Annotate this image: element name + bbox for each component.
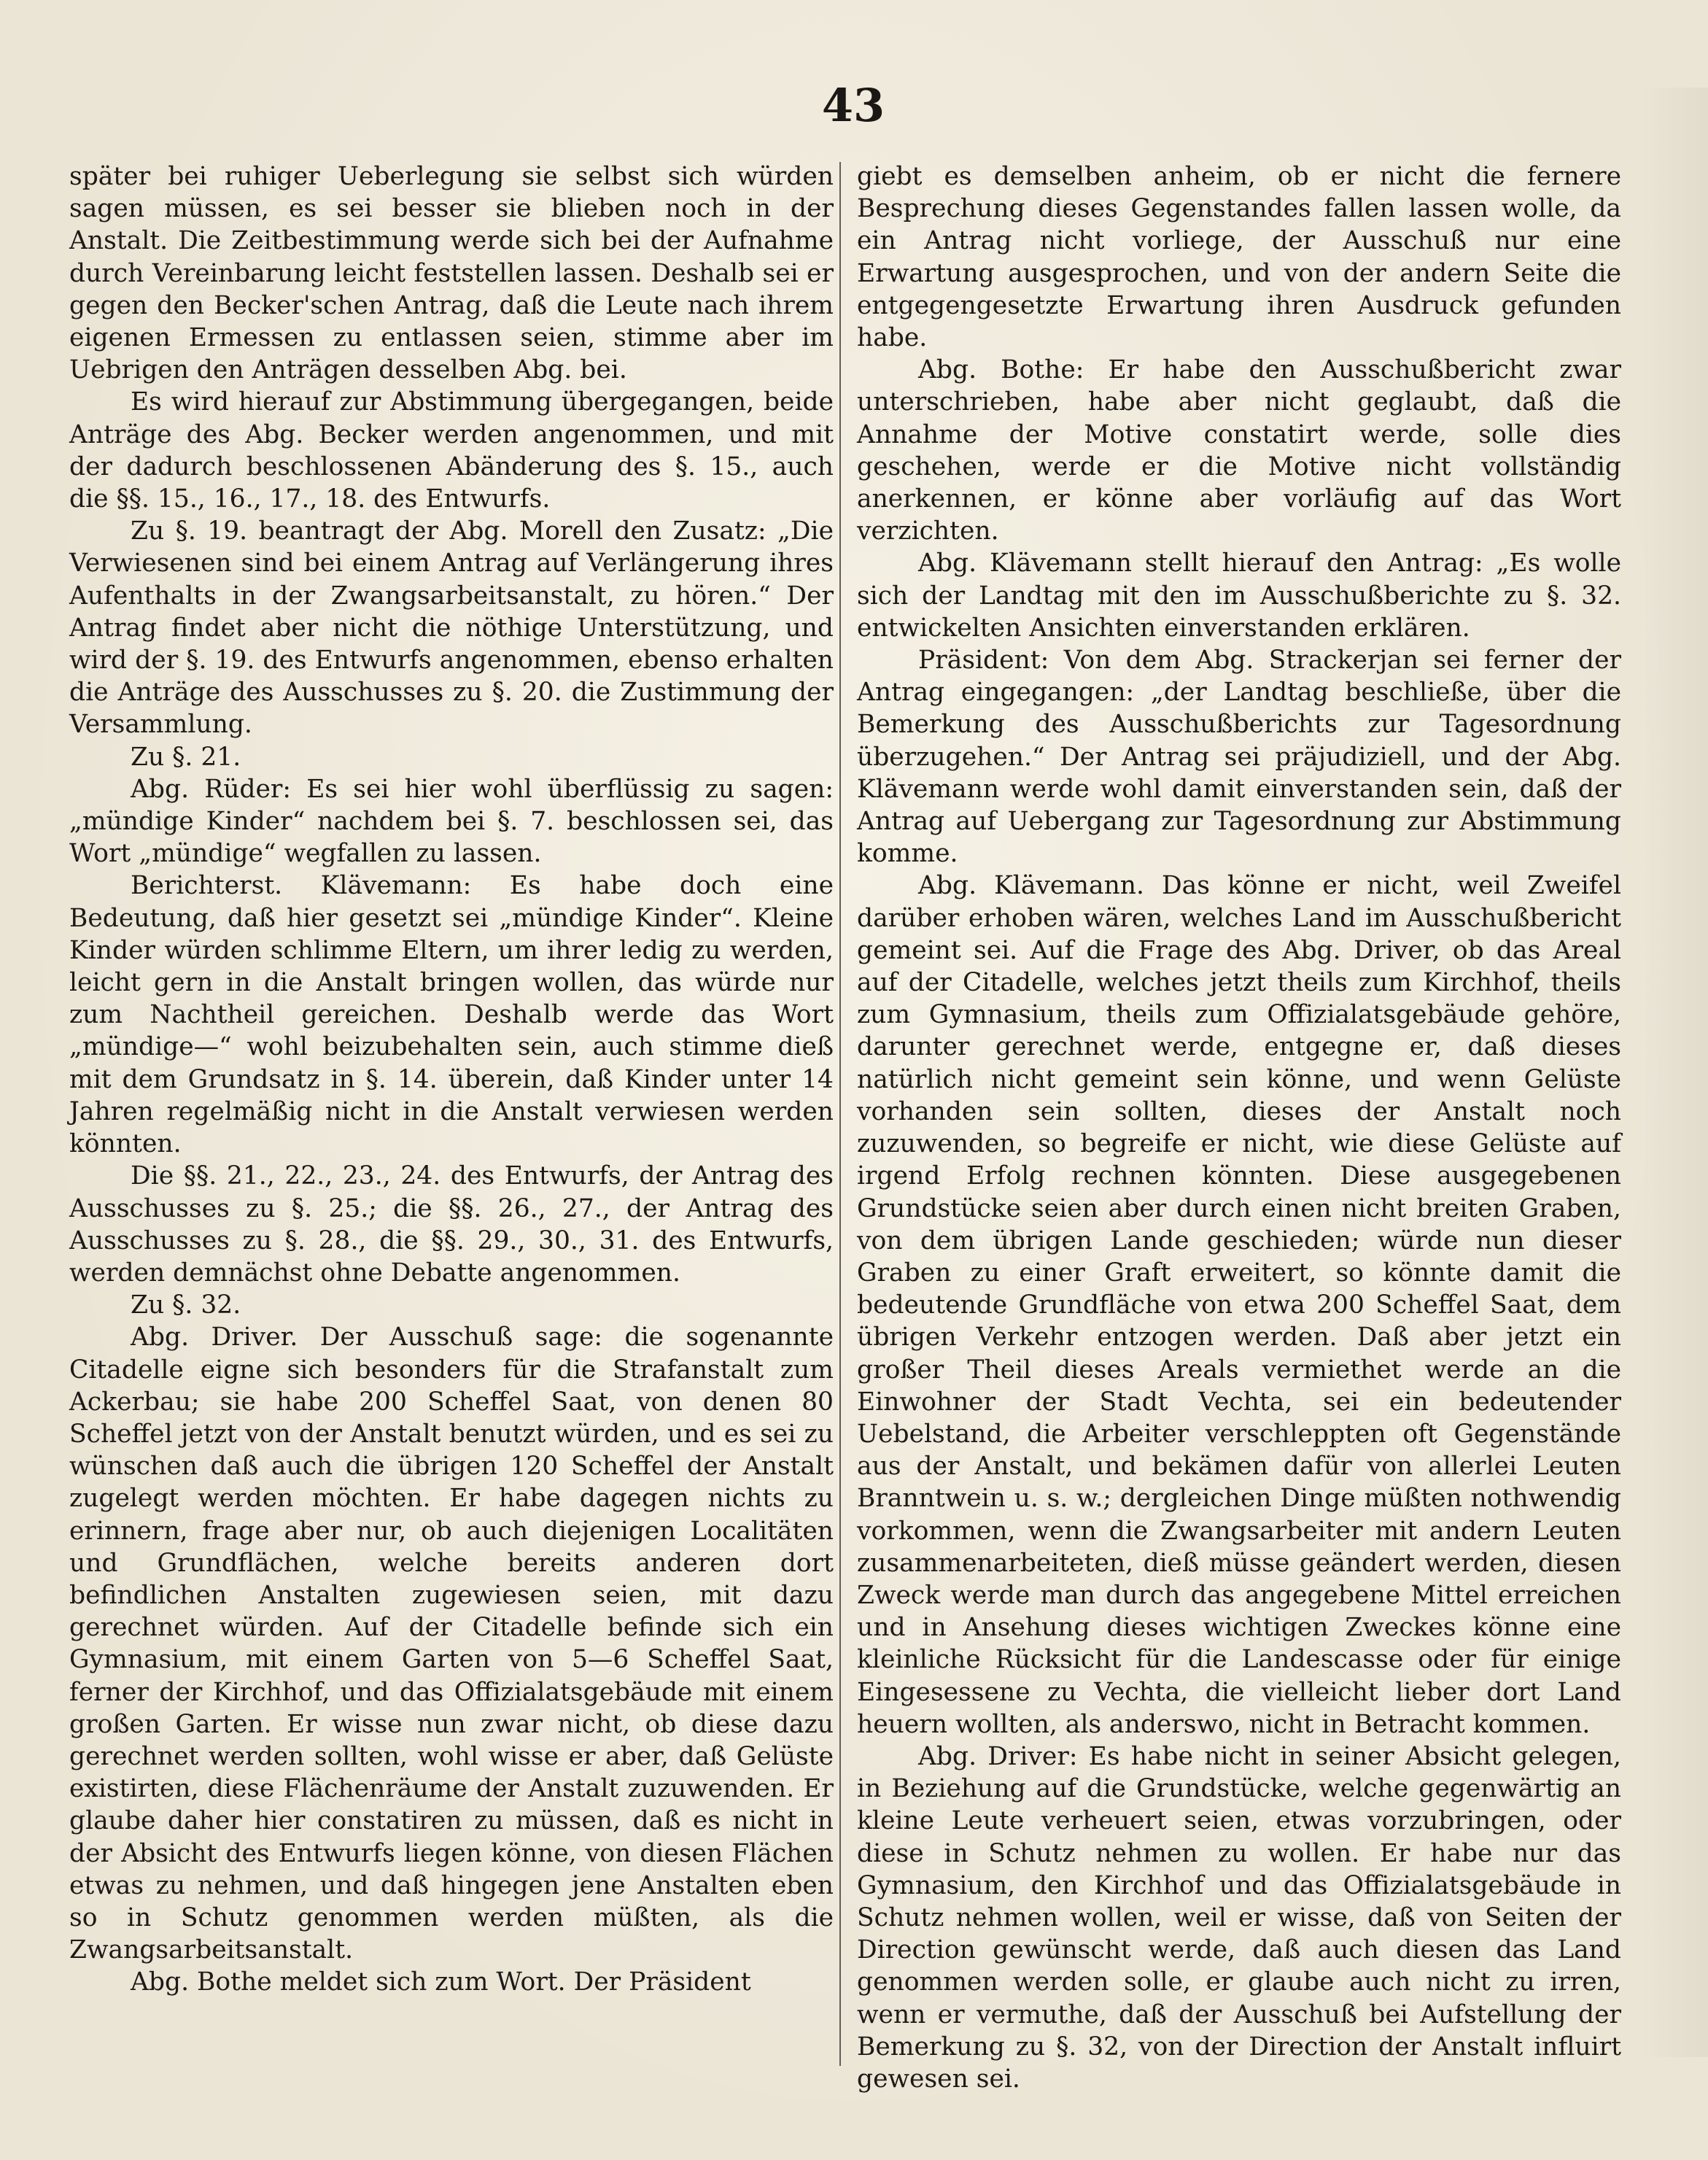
paragraph: Es wird hierauf zur Abstimmung übergegangen, beide Anträge des Abg. Becker werden angenommen, und mit der dadurch beschlossenen Abänderung des §. 15., auch die §§. 15., 16., 17., 18. des Entwurfs.	[69, 387, 834, 514]
paragraph: Abg. Klävemann. Das könne er nicht, weil Zweifel darüber erhoben wären, welches Land im Ausschußbericht gemeint sei. Auf die Frage des Abg. Driver, ob das Areal auf der Citadelle, welches jetzt theils zum Kirchhof, theils zum Gymnasium, theils zum Offizialatsgebäude gehöre, darunter gerechnet werde, entgegne er, daß dieses natürlich nicht gemeint sein könne, und wenn Gelüste vorhanden sein sollten, dieses der Anstalt noch zuzuwenden, so begreife er nicht, wie diese Gelüste auf irgend Erfolg rechnen könnten. Diese ausgegebenen Grundstücke seien aber durch einen nicht breiten Graben, von dem übrigen Lande geschieden; würde nun dieser Graben zu einer Graft erweitert, so könnte damit die bedeutende Grundfläche von etwa 200 Scheffel Saat, dem übrigen Verkehr entzogen werden. Daß aber jetzt ein großer Theil dieses Areals vermiethet werde an die Einwohner der Stadt Vechta, sei ein bedeutender Uebelstand, die Arbeiter verschleppten oft Gegenstände aus der Anstalt, und bekämen dafür von allerlei Leuten Branntwein u. s. w.; dergleichen Dinge müßten nothwendig vorkommen, wenn die Zwangsarbeiter mit andern Leuten zusammenarbeiteten, dieß müsse geändert werden, diesen Zweck werde man durch das angegebene Mittel erreichen und in Ansehung dieses wichtigen Zweckes könne eine kleinliche Rücksicht für die Landescasse oder für einige Eingesessene zu Vechta, die vielleicht lieber dort Land heuern wollten, als anderswo, nicht in Betracht kommen.	[857, 871, 1621, 1739]
paragraph: giebt es demselben anheim, ob er nicht die fernere Besprechung dieses Gegenstandes fallen lassen wolle, da ein Antrag nicht vorliege, der Ausschuß nur eine Erwartung ausgesprochen, und von der andern Seite die entgegengesetzte Erwartung ihren Ausdruck gefunden habe.	[857, 162, 1621, 353]
paragraph: später bei ruhiger Ueberlegung sie selbst sich würden sagen müssen, es sei besser sie blieben noch in der Anstalt. Die Zeitbestimmung werde sich bei der Aufnahme durch Vereinbarung leicht feststellen lassen. Deshalb sei er gegen den Becker'schen Antrag, daß die Leute nach ihrem eigenen Ermessen zu entlassen seien, stimme aber im Uebrigen den Anträgen desselben Abg. bei.	[69, 162, 834, 385]
left-column	[69, 160, 834, 1999]
page-number: 43	[821, 79, 885, 132]
paragraph: Abg. Klävemann stellt hierauf den Antrag: „Es wolle sich der Landtag mit den im Ausschußberichte zu §. 32. entwickelten Ansichten einverstanden erklären.	[857, 549, 1621, 643]
paragraph: Berichterst. Klävemann: Es habe doch eine Bedeutung, daß hier gesetzt sei „mündige Kinder“. Kleine Kinder würden schlimme Eltern, um ihrer ledig zu werden, leicht gern in die Anstalt bringen wollen, das würde nur zum Nachtheil gereichen. Deshalb werde das Wort „mündige—“ wohl beizubehalten sein, auch stimme dieß mit dem Grundsatz in §. 14. überein, daß Kinder unter 14 Jahren regelmäßig nicht in die Anstalt verwiesen werden könnten.	[69, 871, 834, 1159]
paragraph: Abg. Rüder: Es sei hier wohl überflüssig zu sagen: „mündige Kinder“ nachdem bei §. 7. beschlossen sei, das Wort „mündige“ wegfallen zu lassen.	[69, 774, 834, 869]
paragraph: Abg. Driver. Der Ausschuß sage: die sogenannte Citadelle eigne sich besonders für die Strafanstalt zum Ackerbau; sie habe 200 Scheffel Saat, von denen 80 Scheffel jetzt von der Anstalt benutzt würden, und es sei zu wünschen daß auch die übrigen 120 Scheffel der Anstalt zugelegt werden möchten. Er habe dagegen nichts zu erinnern, frage aber nur, ob auch diejenigen Localitäten und Grundflächen, welche bereits anderen dort befindlichen Anstalten zugewiesen seien, mit dazu gerechnet würden. Auf der Citadelle befinde sich ein Gymnasium, mit einem Garten von 5—6 Scheffel Saat, ferner der Kirchhof, und das Offizialatsgebäude mit einem großen Garten. Er wisse nun zwar nicht, ob diese dazu gerechnet werden sollten, wohl wisse er aber, daß Gelüste existirten, diese Flächenräume der Anstalt zuzuwenden. Er glaube daher hier constatiren zu müssen, daß es nicht in der Absicht des Entwurfs liegen könne, von diesen Flächen etwas zu nehmen, und daß hingegen jene Anstalten eben so in Schutz genommen werden müßten, als die Zwangsarbeitsanstalt.	[69, 1323, 834, 1965]
page-edge-shadow	[1642, 88, 1708, 2057]
paragraph: Zu §. 32.	[131, 1290, 241, 1320]
paragraph: Die §§. 21., 22., 23., 24. des Entwurfs, der Antrag des Ausschusses zu §. 25.; die §§. 26., 27., der Antrag des Ausschusses zu §. 28., die §§. 29., 30., 31. des Entwurfs, werden demnächst ohne Debatte angenommen.	[69, 1161, 834, 1288]
paragraph: Zu §. 21.	[131, 742, 241, 772]
right-column	[857, 160, 1621, 2095]
paragraph: Abg. Bothe meldet sich zum Wort. Der Präsident	[131, 1967, 751, 1997]
paragraph: Präsident: Von dem Abg. Strackerjan sei ferner der Antrag eingegangen: „der Landtag beschließe, über die Bemerkung des Ausschußberichts zur Tagesordnung überzugehen.“ Der Antrag sei präjudiziell, und der Abg. Klävemann werde wohl damit einverstanden sein, daß der Antrag auf Uebergang zur Tagesordnung zur Abstimmung komme.	[857, 646, 1621, 869]
column-divider	[839, 162, 841, 2066]
paragraph: Zu §. 19. beantragt der Abg. Morell den Zusatz: „Die Verwiesenen sind bei einem Antrag auf Verlängerung ihres Aufenthalts in der Zwangsarbeitsanstalt, zu hören.“ Der Antrag findet aber nicht die nöthige Unterstützung, und wird der §. 19. des Entwurfs angenommen, ebenso erhalten die Anträge des Ausschusses zu §. 20. die Zustimmung der Versammlung.	[69, 516, 834, 740]
paragraph: Abg. Driver: Es habe nicht in seiner Absicht gelegen, in Beziehung auf die Grundstücke, welche gegenwärtig an kleine Leute verheuert seien, etwas vorzubringen, oder diese in Schutz nehmen zu wollen. Er habe nur das Gymnasium, den Kirchhof und das Offizialatsgebäude in Schutz nehmen wollen, weil er wisse, daß von Seiten der Direction gewünscht werde, daß auch diesen das Land genommen werden solle, er glaube auch nicht zu irren, wenn er vermuthe, daß der Ausschuß bei Aufstellung der Bemerkung zu §. 32, von der Direction der Anstalt influirt gewesen sei.	[857, 1741, 1621, 2094]
paragraph: Abg. Bothe: Er habe den Ausschußbericht zwar unterschrieben, habe aber nicht geglaubt, daß die Annahme der Motive constatirt werde, solle dies geschehen, werde er die Motive nicht vollständig anerkennen, er könne aber vorläufig auf das Wort verzichten.	[857, 355, 1621, 546]
